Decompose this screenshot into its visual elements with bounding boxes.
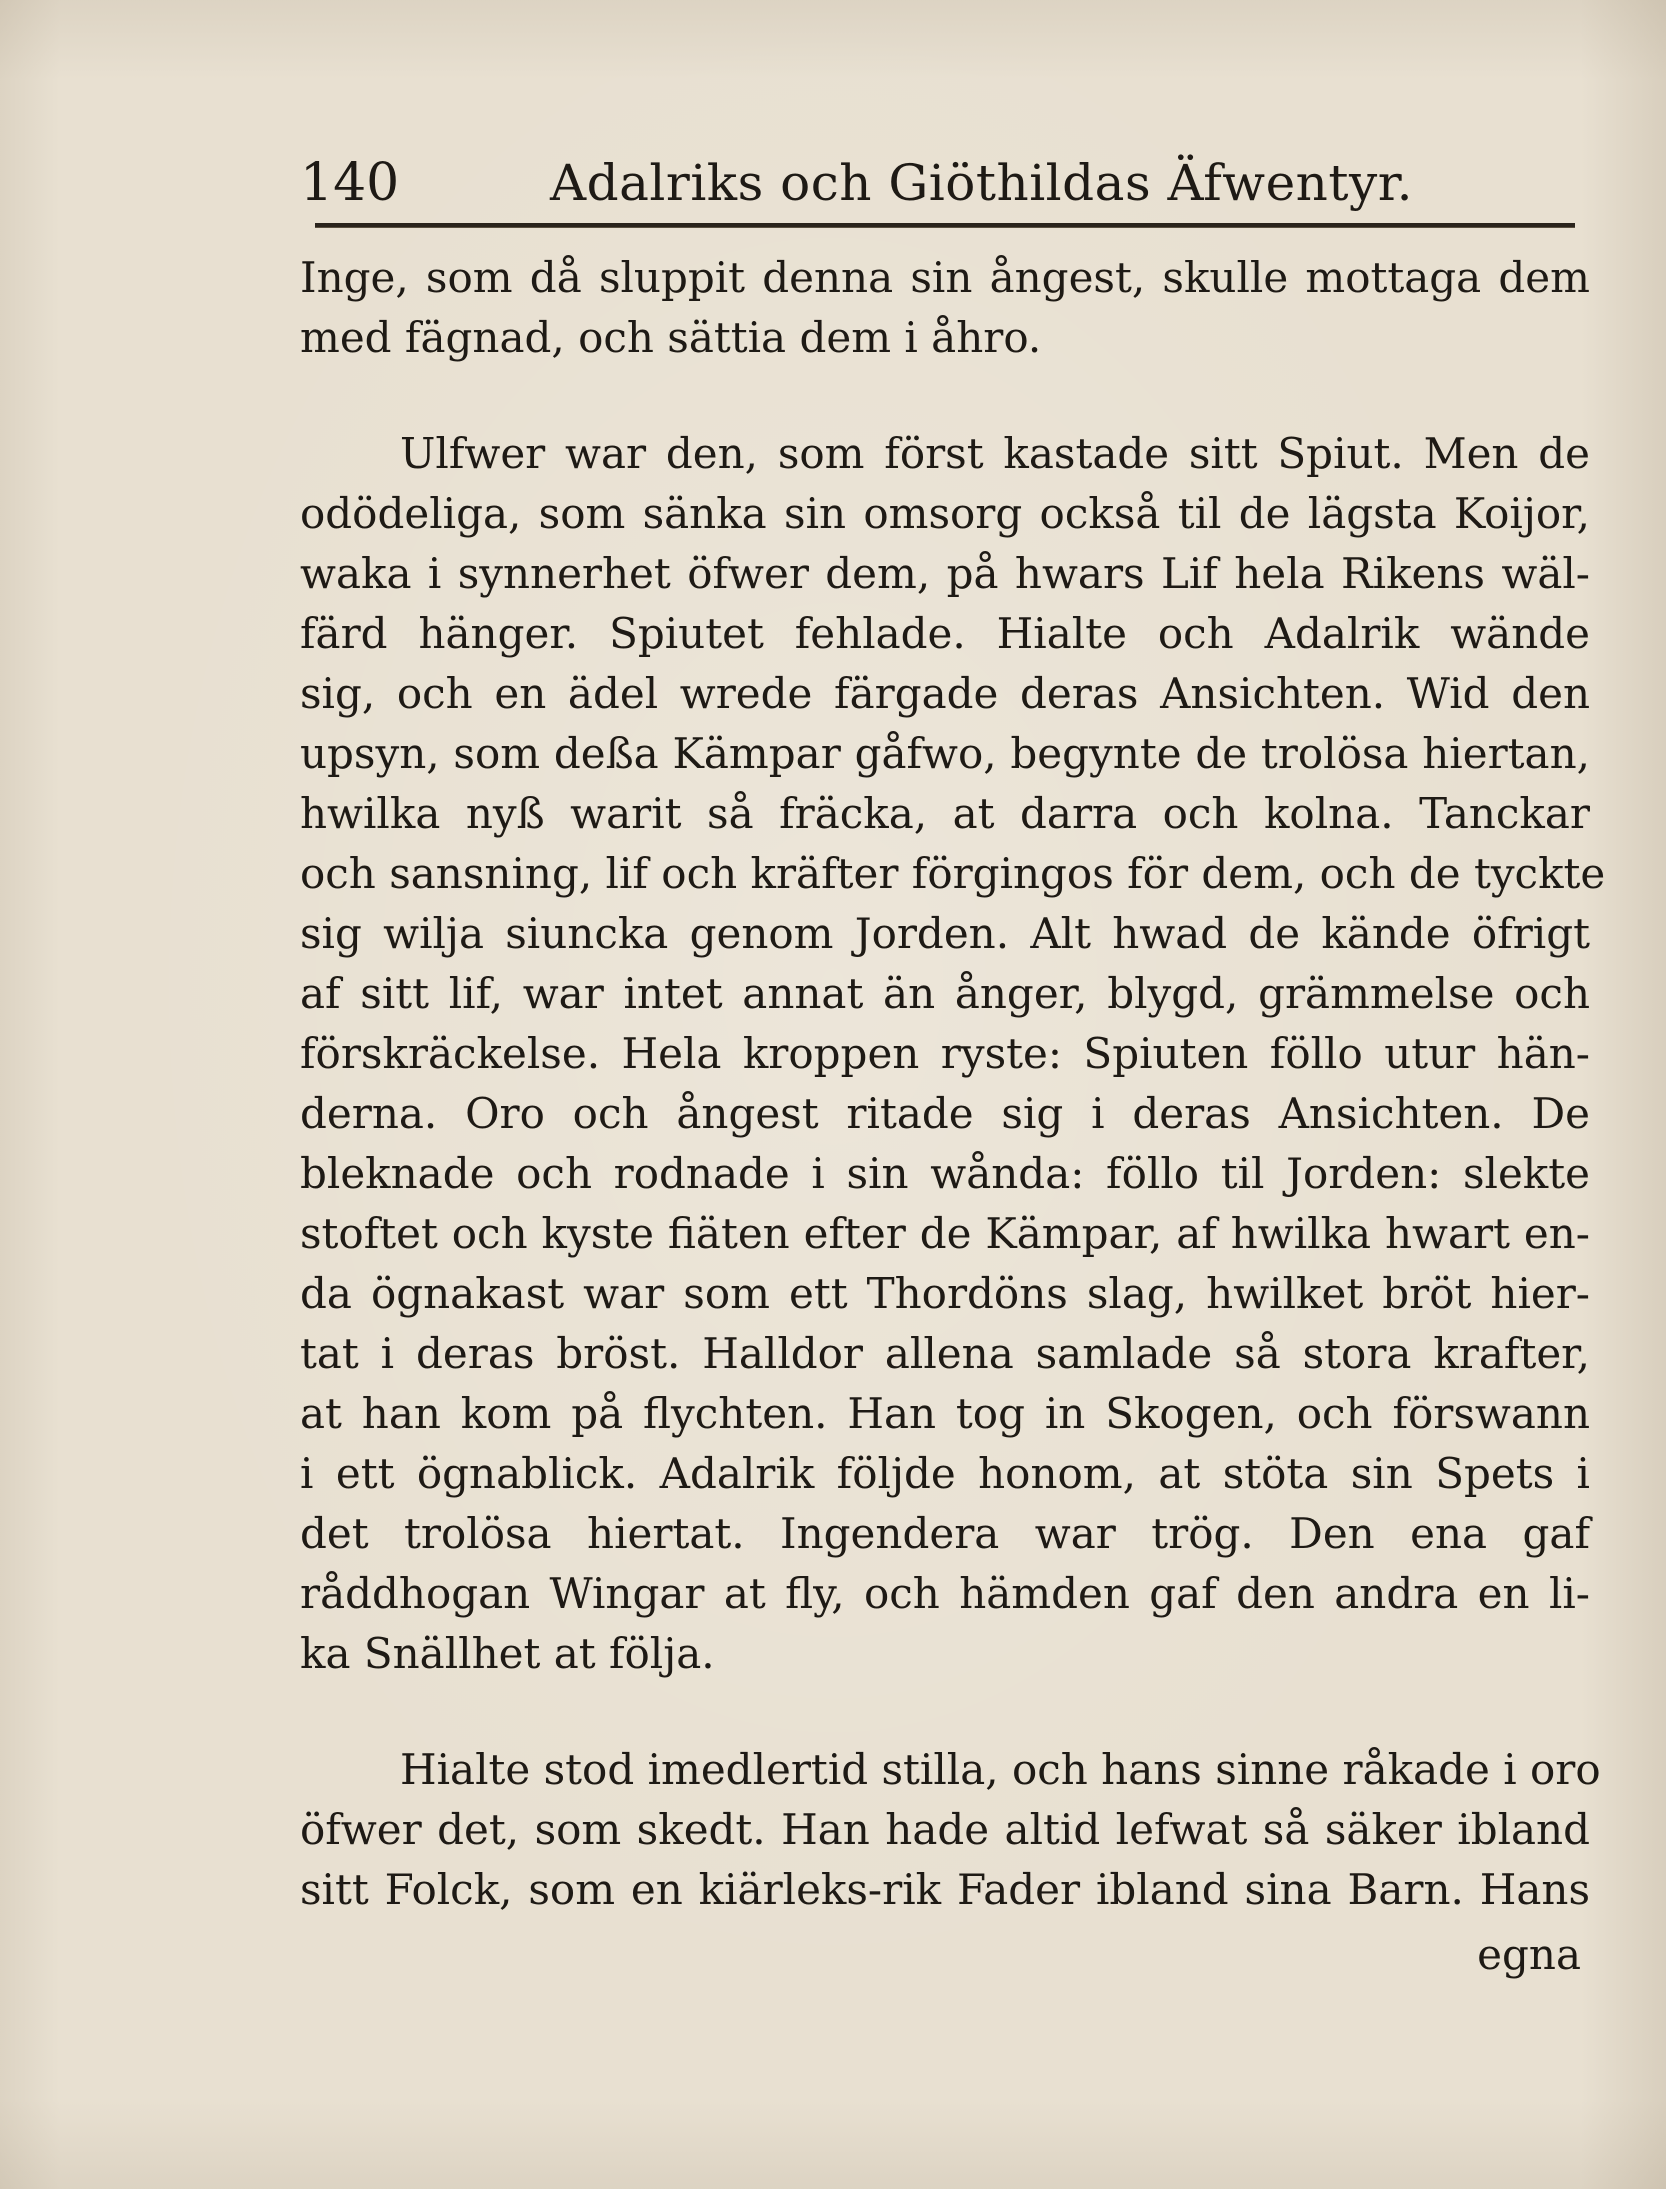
text-line: waka i synnerhet öfwer dem, på hwars Lif hela Rikens wäl- [300,549,1590,598]
text-line: Ulfwer war den, som först kastade sitt Spiut. Men de [400,429,1590,478]
text-line: med fägnad, och sättia dem i åhro. [300,313,1042,362]
text-line: at han kom på flychten. Han tog in Skogen, och förswann [300,1389,1590,1438]
text-line: derna. Oro och ångest ritade sig i deras Ansichten. De [300,1089,1590,1138]
body-text [300,248,1606,1920]
paragraph-gap [300,368,1590,424]
text-line: Inge, som då sluppit denna sin ångest, skulle mottaga dem [300,253,1590,302]
text-line: det trolösa hiertat. Ingendera war trög. Den ena gaf [300,1509,1590,1558]
page-header [300,148,1580,218]
text-line: sitt Folck, som en kiärleks-rik Fader ibland sina Barn. Hans [300,1865,1590,1914]
text-line: odödeliga, som sänka sin omsorg också til de lägsta Koijor, [300,489,1590,538]
text-line: sig wilja siuncka genom Jorden. Alt hwad de kände öfrigt [300,909,1590,958]
text-line: tat i deras bröst. Halldor allena samlade så stora krafter, [300,1329,1590,1378]
text-line: upsyn, som deßa Kämpar gåfwo, begynte de trolösa hiertan, [300,729,1590,778]
text-line: hwilka nyß warit så fräcka, at darra och kolna. Tanckar [300,789,1590,838]
catchword: egna [1477,1930,1581,1979]
text-line: da ögnakast war som ett Thordöns slag, hwilket bröt hier- [300,1269,1590,1318]
text-line: och sansning, lif och kräfter förgingos för dem, och de tyckte [300,849,1606,898]
text-line: ka Snällhet at följa. [300,1629,715,1678]
text-line: råddhogan Wingar at fly, och hämden gaf den andra en li- [300,1569,1590,1618]
text-line: af sitt lif, war intet annat än ånger, blygd, grämmelse och [300,969,1590,1018]
text-line: sig, och en ädel wrede färgade deras Ansichten. Wid den [300,669,1590,718]
text-line: öfwer det, som skedt. Han hade altid lefwat så säker ibland [300,1805,1590,1854]
text-line: bleknade och rodnade i sin wånda: föllo til Jorden: slekte [300,1149,1590,1198]
text-line: förskräckelse. Hela kroppen ryste: Spiuten föllo utur hän- [300,1029,1590,1078]
text-line: färd hänger. Spiutet fehlade. Hialte och Adalrik wände [300,609,1590,658]
paragraph-gap [300,1684,1590,1740]
text-line: i ett ögnablick. Adalrik följde honom, at stöta sin Spets i [300,1449,1590,1498]
running-title: Adalriks och Giöthildas Äfwentyr. [550,154,1414,212]
text-line: stoftet och kyste fiäten efter de Kämpar, af hwilka hwart en- [300,1209,1590,1258]
text-line: Hialte stod imedlertid stilla, och hans sinne råkade i oro [400,1745,1601,1794]
header-rule [315,223,1575,228]
page-number: 140 [300,153,400,213]
